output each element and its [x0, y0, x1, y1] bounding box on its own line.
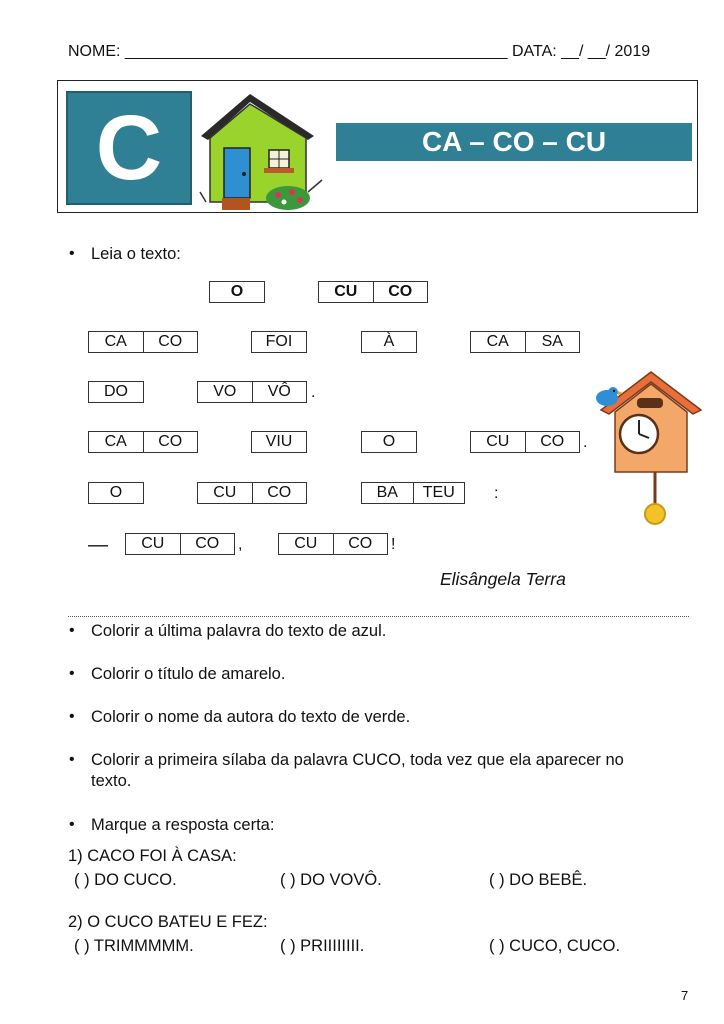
syllable-box-bateu: BA TEU — [361, 482, 465, 504]
syllable-box-caco: CA CO — [88, 431, 198, 453]
q1-option-cuco[interactable]: ( ) DO CUCO. — [74, 871, 177, 889]
syllable-box-foi: FOI — [251, 331, 307, 353]
q1-option-vovo[interactable]: ( ) DO VOVÔ. — [280, 871, 382, 889]
task-color-last-word: • Colorir a última palavra do texto de azul. — [91, 621, 386, 641]
syllable-box-do: DO — [88, 381, 144, 403]
exclamation-mark: ! — [391, 536, 396, 553]
house-icon — [196, 92, 332, 214]
syllable-box-cuco: CU CO — [318, 281, 428, 303]
q2-option-trim[interactable]: ( ) TRIMMMMM. — [74, 937, 194, 955]
name-date-line: NOME: ___________________________________________ DATA: __/ __/ 2019 — [68, 43, 651, 60]
task-mark-answer: • Marque a resposta certa: — [91, 815, 274, 835]
syllable-box-a: À — [361, 331, 417, 353]
q1-option-bebe[interactable]: ( ) DO BEBÊ. — [489, 871, 588, 889]
task-color-author: • Colorir o nome da autora do texto de verde. — [91, 707, 410, 727]
author-name: Elisângela Terra — [440, 569, 566, 589]
instruction-read: • Leia o texto: — [91, 244, 181, 264]
question-1: 1) CACO FOI À CASA: — [68, 847, 237, 865]
period-mark: . — [311, 384, 316, 401]
comma-mark: , — [238, 536, 243, 553]
syllable-box-cuco: CU CO — [197, 482, 307, 504]
syllable-box-cuco: CU CO — [278, 533, 388, 555]
letter-c-box: C — [66, 91, 192, 205]
cuckoo-clock-icon — [593, 368, 705, 532]
syllable-box-cuco: CU CO — [125, 533, 235, 555]
task-color-syllable: • Colorir a primeira sílaba da palavra CUCO, toda vez que ela aparecer no — [91, 750, 624, 770]
period-mark: . — [583, 434, 588, 451]
syllable-box-o: O — [209, 281, 265, 303]
task-color-title: • Colorir o título de amarelo. — [91, 664, 285, 684]
dash-mark: — — [88, 534, 108, 556]
page-number: 7 — [681, 988, 689, 1003]
syllable-box-caco: CA CO — [88, 331, 198, 353]
colon-mark: : — [494, 485, 499, 502]
divider — [68, 616, 689, 617]
syllable-box-casa: CA SA — [470, 331, 580, 353]
q2-option-priii[interactable]: ( ) PRIIIIIIII. — [280, 937, 365, 955]
syllable-box-viu: VIU — [251, 431, 307, 453]
q2-option-cuco[interactable]: ( ) CUCO, CUCO. — [489, 937, 621, 955]
syllable-box-cuco: CU CO — [470, 431, 580, 453]
syllable-box-vovo: VO VÔ — [197, 381, 307, 403]
syllable-box-o: O — [361, 431, 417, 453]
task-color-syllable-cont: texto. — [91, 772, 132, 790]
page-title: CA – CO – CU — [336, 123, 692, 161]
syllable-box-o: O — [88, 482, 144, 504]
question-2: 2) O CUCO BATEU E FEZ: — [68, 913, 268, 931]
